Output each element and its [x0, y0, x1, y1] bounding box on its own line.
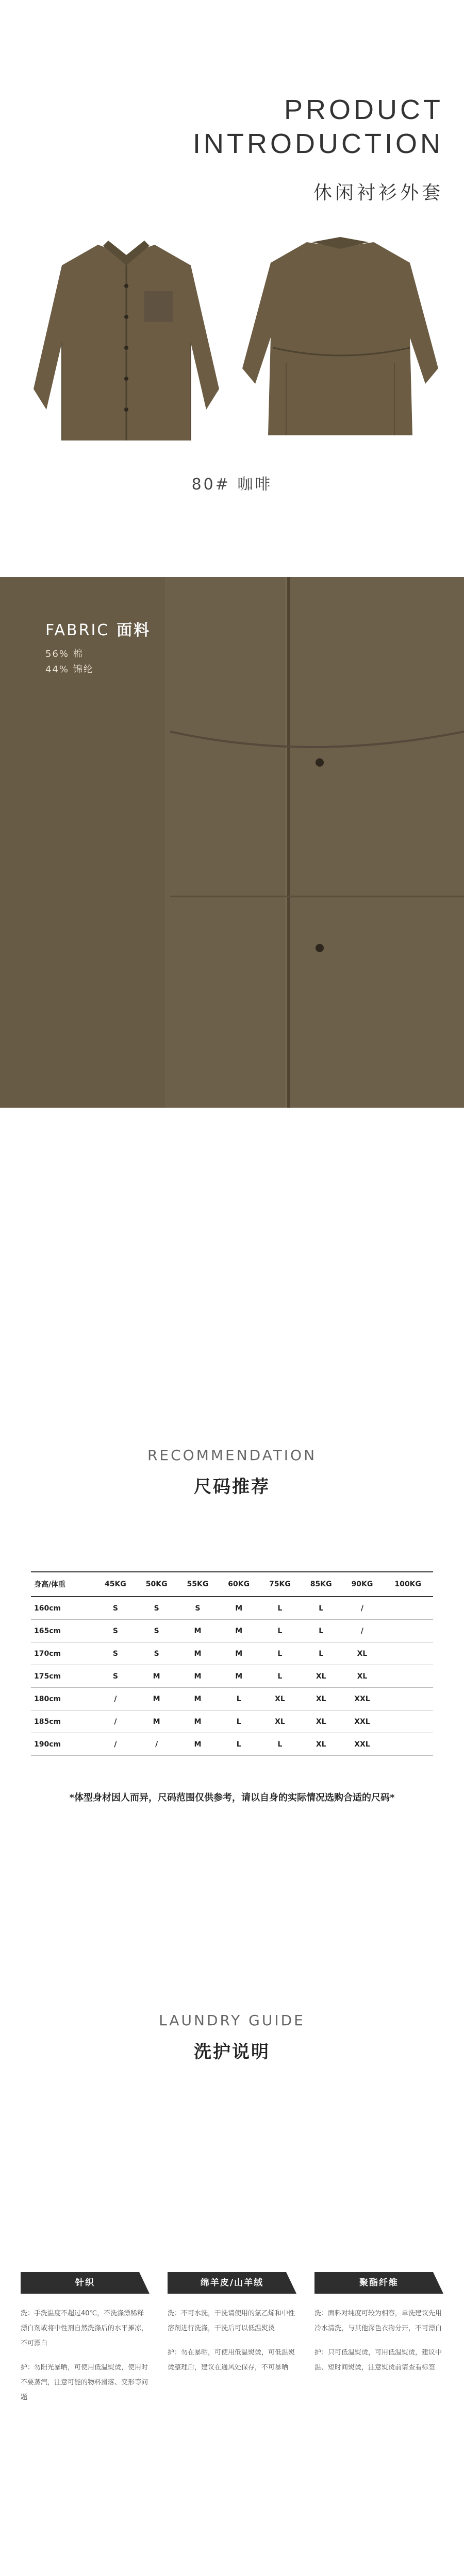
- table-cell: 160cm: [31, 1597, 95, 1620]
- color-label: 80# 咖啡: [191, 476, 273, 494]
- table-cell: M: [218, 1620, 259, 1642]
- table-cell: L: [218, 1688, 259, 1710]
- card-title: [21, 2272, 150, 2294]
- table-cell: [383, 1688, 433, 1710]
- card-title-text: 聚酯纤维: [359, 2278, 399, 2288]
- table-row: [31, 1620, 433, 1642]
- table-cell: [383, 1620, 433, 1642]
- size-table-header: [31, 1572, 433, 1597]
- fabric-section: [0, 577, 464, 1108]
- header-cell: 100KG: [383, 1572, 433, 1597]
- table-cell: M: [177, 1620, 219, 1642]
- card-care: 护：勿阳光暴晒，可使用低温熨烫，使用时不要蒸汽，注意可能的物料滑落、变形等问题: [21, 2364, 148, 2401]
- table-cell: XL: [259, 1710, 301, 1733]
- table-cell: XL: [301, 1688, 342, 1710]
- table-cell: [383, 1665, 433, 1688]
- card-wash: 洗：面料对纯度可较为相容，单洗建议先用冷水清洗，与其他深色衣物分开，不可漂白: [314, 2310, 442, 2332]
- table-cell: XXL: [342, 1710, 383, 1733]
- laundry-title-cn: 洗护说明: [194, 2042, 270, 2062]
- table-cell: XXL: [342, 1688, 383, 1710]
- fabric-composition-1: 56% 棉: [45, 649, 84, 659]
- table-cell: 180cm: [31, 1688, 95, 1710]
- table-cell: M: [136, 1688, 177, 1710]
- card-care: 护：只可低温熨烫，可用低温熨烫，建议中温、短时间熨烫，注意熨烫前请查看标签: [314, 2349, 442, 2371]
- card-care: 护：勿在暴晒，可使用低温熨烫，可低温熨烫整理后，建议在通风处保存，不可暴晒: [168, 2349, 295, 2371]
- header-cell: 75KG: [259, 1572, 301, 1597]
- table-cell: M: [218, 1642, 259, 1665]
- title-notch: [286, 2272, 296, 2294]
- table-cell: 175cm: [31, 1665, 95, 1688]
- recommendation-title-cn: 尺码推荐: [194, 1477, 270, 1497]
- size-note: *体型身材因人而异，尺码范围仅供参考，请以自身的实际情况选购合适的尺码*: [69, 1792, 395, 1803]
- header-cell: 身高/体重: [31, 1572, 95, 1597]
- table-cell: M: [136, 1665, 177, 1688]
- fabric-title: [45, 617, 151, 640]
- table-cell: S: [95, 1665, 136, 1688]
- table-cell: M: [218, 1665, 259, 1688]
- title-line-1: PRODUCT: [284, 94, 443, 125]
- table-row: [31, 1665, 433, 1688]
- table-cell: [383, 1733, 433, 1756]
- size-table: [31, 1571, 433, 1756]
- table-cell: XL: [342, 1665, 383, 1688]
- card-wash: 洗：不可水洗，干洗请使用的氯乙烯和中性溶剂进行洗涤，干洗后可以低温熨烫: [168, 2310, 295, 2332]
- table-cell: /: [95, 1688, 136, 1710]
- table-cell: S: [95, 1642, 136, 1665]
- table-cell: M: [218, 1597, 259, 1620]
- header-cell: 55KG: [177, 1572, 219, 1597]
- table-cell: S: [95, 1620, 136, 1642]
- header-cell: 90KG: [342, 1572, 383, 1597]
- table-cell: L: [218, 1710, 259, 1733]
- table-cell: S: [95, 1597, 136, 1620]
- table-row: [31, 1688, 433, 1710]
- card-title-text: 针织: [75, 2278, 95, 2288]
- table-row: [31, 1733, 433, 1756]
- table-cell: 165cm: [31, 1620, 95, 1642]
- header-cell: 85KG: [301, 1572, 342, 1597]
- title-line-2: INTRODUCTION: [193, 128, 443, 159]
- table-cell: M: [177, 1665, 219, 1688]
- table-cell: M: [177, 1688, 219, 1710]
- table-cell: /: [95, 1733, 136, 1756]
- card-title-text: 绵羊皮/山羊绒: [200, 2278, 264, 2288]
- table-cell: L: [301, 1642, 342, 1665]
- table-cell: XL: [301, 1665, 342, 1688]
- card-wash: 洗：手洗温度不超过40℃，不洗涤漂稀释漂白剂或将中性剂自然洗涤后的水平摊凉，不可漂白: [21, 2310, 148, 2347]
- table-cell: L: [259, 1597, 301, 1620]
- table-cell: M: [177, 1733, 219, 1756]
- table-cell: [383, 1597, 433, 1620]
- table-cell: [383, 1642, 433, 1665]
- table-cell: S: [136, 1597, 177, 1620]
- title-notch: [433, 2272, 443, 2294]
- table-cell: L: [301, 1620, 342, 1642]
- card-title: [314, 2272, 443, 2294]
- table-row: [31, 1597, 433, 1620]
- laundry-title-en: LAUNDRY GUIDE: [159, 2012, 305, 2029]
- page-title: [193, 93, 443, 161]
- table-cell: [383, 1710, 433, 1733]
- table-cell: /: [342, 1620, 383, 1642]
- table-cell: L: [218, 1733, 259, 1756]
- header-cell: 45KG: [95, 1572, 136, 1597]
- product-photo-front: [21, 234, 232, 451]
- table-cell: XL: [301, 1710, 342, 1733]
- page-subtitle: 休闲衬衫外套: [313, 182, 443, 204]
- table-cell: /: [342, 1597, 383, 1620]
- table-cell: S: [136, 1642, 177, 1665]
- table-cell: /: [95, 1710, 136, 1733]
- table-cell: M: [177, 1710, 219, 1733]
- table-cell: XL: [259, 1688, 301, 1710]
- table-cell: 185cm: [31, 1710, 95, 1733]
- title-notch: [139, 2272, 150, 2294]
- card-title: [168, 2272, 296, 2294]
- table-cell: 170cm: [31, 1642, 95, 1665]
- header-cell: 50KG: [136, 1572, 177, 1597]
- table-cell: L: [259, 1733, 301, 1756]
- fabric-title-cn: 面料: [117, 621, 151, 639]
- table-cell: XL: [301, 1733, 342, 1756]
- header-cell: 60KG: [218, 1572, 259, 1597]
- fabric-composition-2: 44% 锦纶: [45, 664, 94, 675]
- laundry-card: [314, 2272, 443, 2375]
- table-cell: L: [301, 1597, 342, 1620]
- table-cell: L: [259, 1642, 301, 1665]
- table-cell: /: [136, 1733, 177, 1756]
- table-cell: S: [136, 1620, 177, 1642]
- table-row: [31, 1642, 433, 1665]
- product-photo-back: [235, 234, 446, 451]
- laundry-card: [21, 2272, 150, 2405]
- table-cell: XXL: [342, 1733, 383, 1756]
- table-cell: M: [177, 1642, 219, 1665]
- table-cell: L: [259, 1665, 301, 1688]
- table-cell: M: [136, 1710, 177, 1733]
- table-cell: 190cm: [31, 1733, 95, 1756]
- table-cell: L: [259, 1620, 301, 1642]
- fabric-title-en: FABRIC: [45, 621, 110, 639]
- recommendation-title-en: RECOMMENDATION: [147, 1447, 317, 1464]
- table-cell: XL: [342, 1642, 383, 1665]
- table-cell: S: [177, 1597, 219, 1620]
- table-row: [31, 1710, 433, 1733]
- laundry-card: [168, 2272, 296, 2375]
